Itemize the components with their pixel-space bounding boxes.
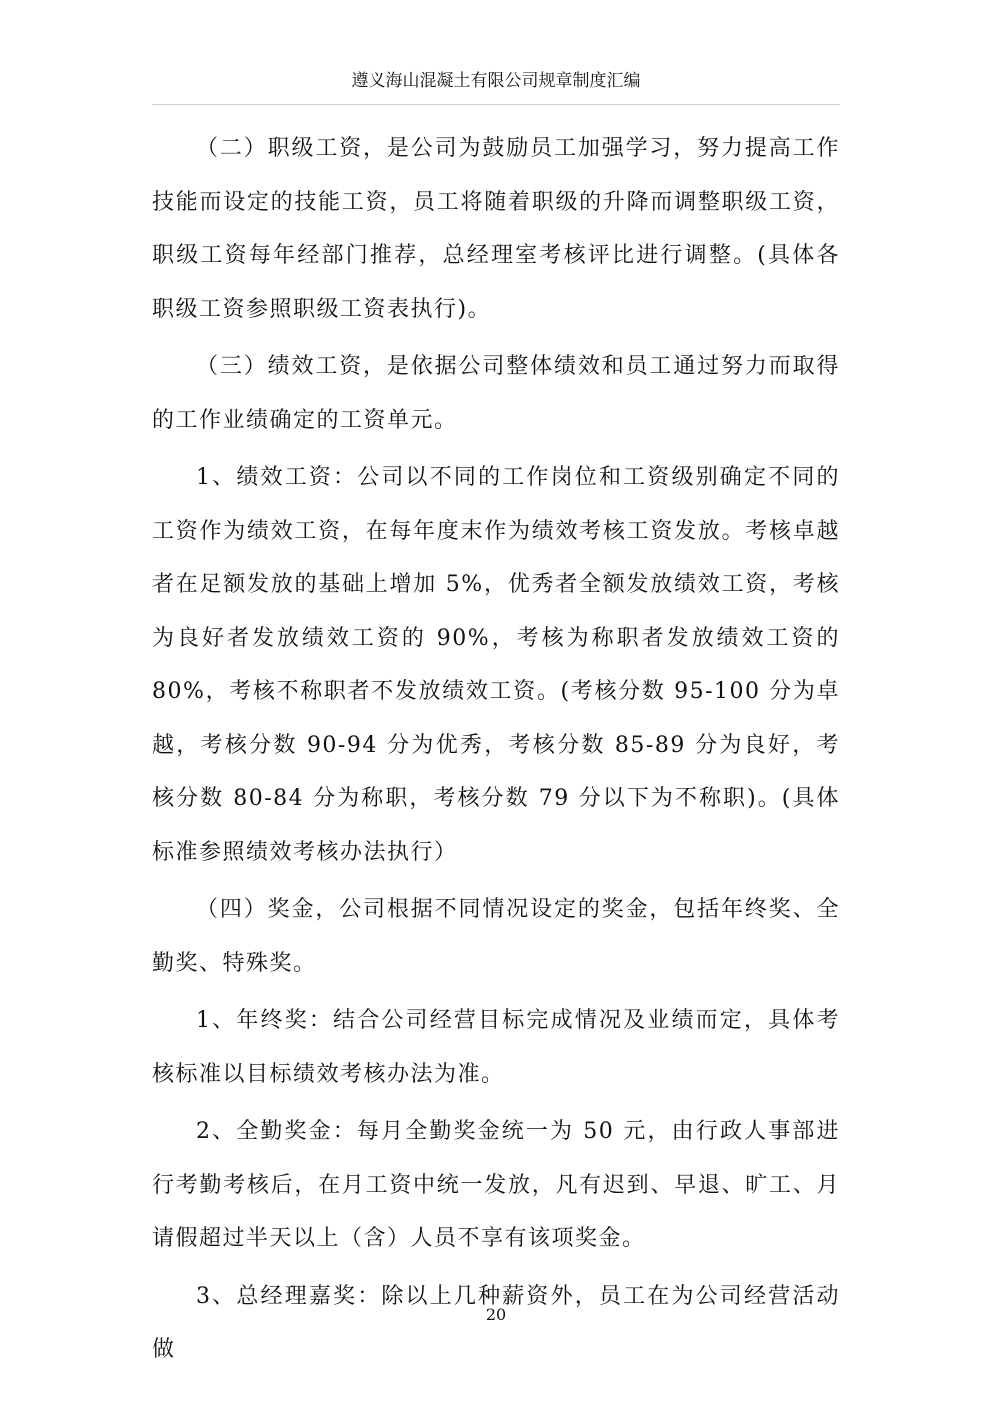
document-body (152, 122, 840, 1381)
paragraph-year-end-bonus: 1、年终奖：结合公司经营目标完成情况及业绩而定，具体考核标准以目标绩效考核办法为准。 (152, 1008, 840, 1087)
header-rule (152, 104, 840, 105)
paragraph-attendance-bonus: 2、全勤奖金：每月全勤奖金统一为 50 元，由行政人事部进行考勤考核后，在月工资中统一发放，凡有迟到、早退、旷工、月请假超过半天以上（含）人员不享有该项奖金。 (152, 1119, 840, 1251)
paragraph-bonus: （四）奖金，公司根据不同情况设定的奖金，包括年终奖、全勤奖、特殊奖。 (152, 897, 840, 976)
running-header: 遵义海山混凝土有限公司规章制度汇编 (351, 71, 641, 91)
paragraph-performance-salary: （三）绩效工资，是依据公司整体绩效和员工通过努力而取得的工作业绩确定的工资单元。 (152, 354, 840, 433)
paragraph-gm-award: 3、总经理嘉奖：除以上几种薪资外，员工在为公司经营活动做 (152, 1283, 840, 1362)
paragraph-performance-salary-detail: 1、绩效工资：公司以不同的工作岗位和工资级别确定不同的工资作为绩效工资，在每年度末作为绩效考核工资发放。考核卓越者在足额发放的基础上增加 5%，优秀者全额发放绩效工资，考核为良好者发放绩效工资的 90%，考核为称职者发放绩效工资的 80%，考核不称职者不发放绩效工资。(考核分数 95-100 分为卓越，考核分数 90-94 分为优秀，考核分数 85-89 分为良好，考核分数 80-84 分为称职，考核分数 79 分以下为不称职)。(具体标准参照绩效考核办法执行） (152, 465, 840, 865)
paragraph-rank-salary: （二）职级工资，是公司为鼓励员工加强学习，努力提高工作技能而设定的技能工资，员工将随着职级的升降而调整职级工资，职级工资每年经部门推荐，总经理室考核评比进行调整。(具体各职级工资参照职级工资表执行)。 (152, 136, 840, 322)
page-number: 20 (485, 1305, 507, 1324)
